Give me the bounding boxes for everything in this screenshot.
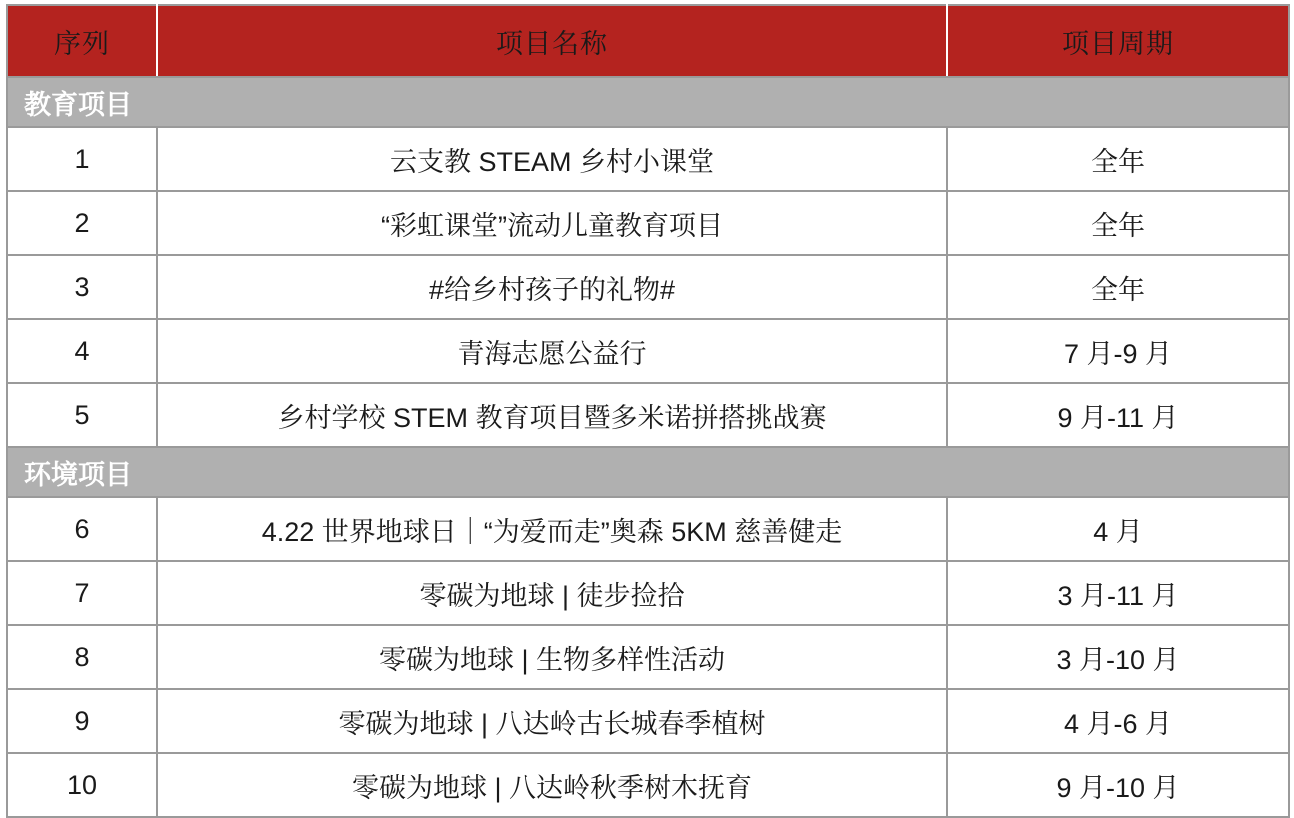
cell-name: #给乡村孩子的礼物# — [157, 255, 947, 319]
cell-cycle: 3 月-10 月 — [947, 625, 1289, 689]
cell-cycle: 4 月-6 月 — [947, 689, 1289, 753]
cell-cycle: 全年 — [947, 127, 1289, 191]
cell-name: “彩虹课堂”流动儿童教育项目 — [157, 191, 947, 255]
group-header-row — [7, 447, 1289, 497]
cell-cycle: 9 月-10 月 — [947, 753, 1289, 817]
cell-name: 零碳为地球 | 徒步捡拾 — [157, 561, 947, 625]
column-header-seq: 序列 — [7, 5, 157, 77]
cell-seq: 5 — [7, 383, 157, 447]
cell-name: 云支教 STEAM 乡村小课堂 — [157, 127, 947, 191]
table-row — [7, 497, 1289, 561]
cell-cycle: 7 月-9 月 — [947, 319, 1289, 383]
cell-cycle: 全年 — [947, 191, 1289, 255]
table-row — [7, 753, 1289, 817]
table-row — [7, 127, 1289, 191]
cell-name: 4.22 世界地球日｜“为爱而走”奥森 5KM 慈善健走 — [157, 497, 947, 561]
cell-cycle: 3 月-11 月 — [947, 561, 1289, 625]
cell-cycle: 9 月-11 月 — [947, 383, 1289, 447]
table-row — [7, 625, 1289, 689]
cell-seq: 3 — [7, 255, 157, 319]
cell-name: 青海志愿公益行 — [157, 319, 947, 383]
table-body — [7, 77, 1289, 817]
table-row — [7, 191, 1289, 255]
project-table — [6, 4, 1290, 818]
table-header — [7, 5, 1289, 77]
table-row — [7, 319, 1289, 383]
table-row — [7, 383, 1289, 447]
cell-seq: 2 — [7, 191, 157, 255]
cell-name: 零碳为地球 | 八达岭古长城春季植树 — [157, 689, 947, 753]
cell-seq: 6 — [7, 497, 157, 561]
table-row — [7, 561, 1289, 625]
group-label-education: 教育项目 — [7, 77, 1289, 127]
cell-seq: 7 — [7, 561, 157, 625]
cell-cycle: 4 月 — [947, 497, 1289, 561]
group-header-row — [7, 77, 1289, 127]
cell-seq: 1 — [7, 127, 157, 191]
group-label-environment: 环境项目 — [7, 447, 1289, 497]
cell-seq: 10 — [7, 753, 157, 817]
cell-cycle: 全年 — [947, 255, 1289, 319]
cell-seq: 8 — [7, 625, 157, 689]
column-header-name: 项目名称 — [157, 5, 947, 77]
header-row — [7, 5, 1289, 77]
column-header-cycle: 项目周期 — [947, 5, 1289, 77]
cell-name: 零碳为地球 | 生物多样性活动 — [157, 625, 947, 689]
cell-name: 零碳为地球 | 八达岭秋季树木抚育 — [157, 753, 947, 817]
cell-seq: 9 — [7, 689, 157, 753]
cell-seq: 4 — [7, 319, 157, 383]
table-row — [7, 689, 1289, 753]
table-row — [7, 255, 1289, 319]
cell-name: 乡村学校 STEM 教育项目暨多米诺拼搭挑战赛 — [157, 383, 947, 447]
